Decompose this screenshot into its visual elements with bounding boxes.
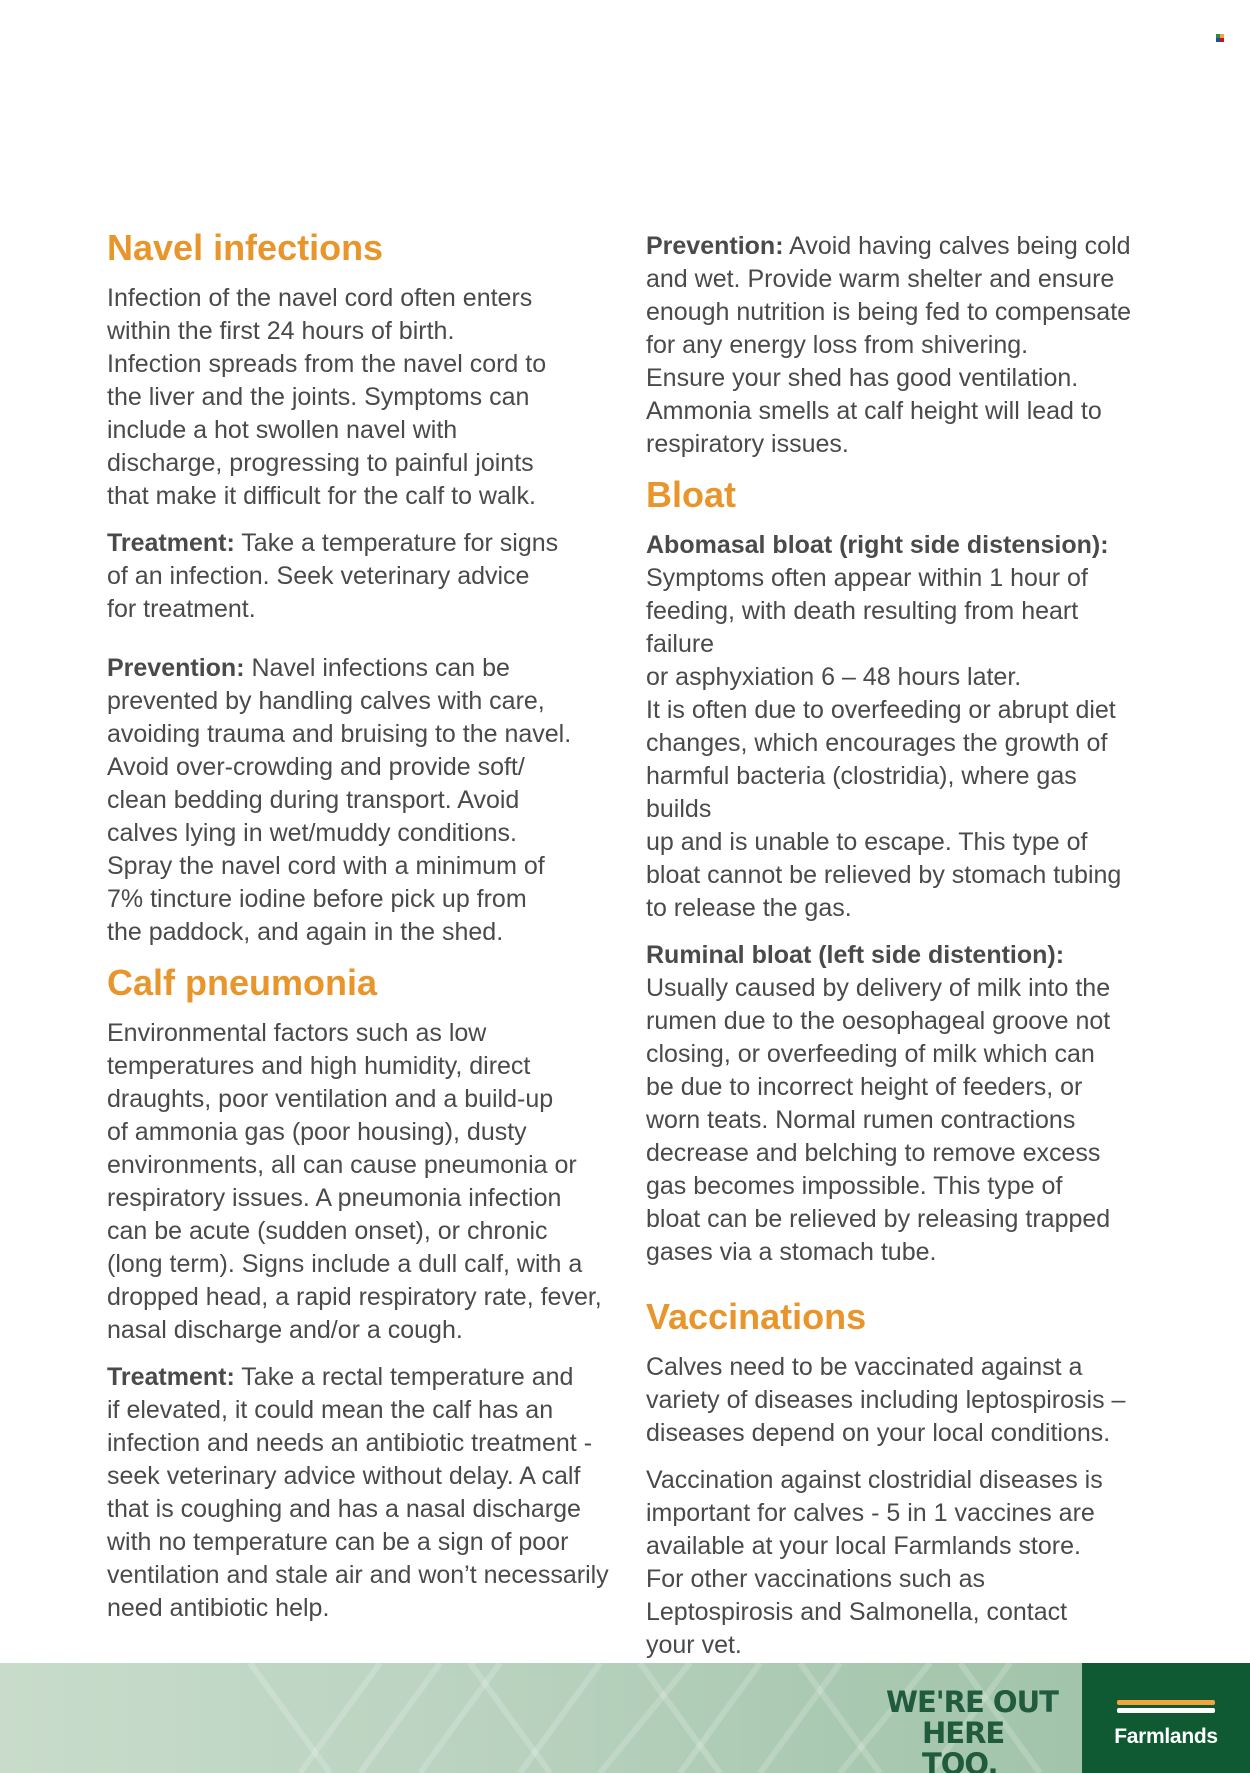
navel-prevention [107, 652, 612, 949]
vaccinations-para-1 [646, 1351, 1146, 1450]
text-line: that make it difficult for the calf to walk. [107, 482, 536, 510]
farmlands-logo [1082, 1663, 1250, 1773]
text-line: Environmental factors such as low [107, 1019, 487, 1047]
text-line [107, 652, 612, 685]
text-line: be due to incorrect height of feeders, or [646, 1073, 1083, 1101]
text-line: 7% tincture iodine before pick up from [107, 885, 527, 913]
text-line: changes, which encourages the growth of [646, 729, 1108, 757]
text-line: bloat can be relieved by releasing trapped [646, 1205, 1111, 1233]
text-line: draughts, poor ventilation and a build-up [107, 1085, 554, 1113]
bloat-heading: Bloat [646, 474, 736, 515]
text-line: important for calves - 5 in 1 vaccines are [646, 1499, 1095, 1527]
text-line: within the first 24 hours of birth. [107, 317, 455, 345]
prevention-label: Prevention: [646, 232, 784, 260]
text-line: include a hot swollen navel with [107, 416, 458, 444]
text-line: up and is unable to escape. This type of [646, 828, 1088, 856]
text-line: respiratory issues. [646, 430, 849, 458]
text-line: avoiding trauma and bruising to the navel. [107, 720, 572, 748]
treatment-label: Treatment: [107, 529, 235, 557]
text-line: enough nutrition is being fed to compensate [646, 298, 1132, 326]
abomasal-label: Abomasal bloat (right side distension): [646, 531, 1109, 559]
text-line: bloat cannot be relieved by stomach tubing [646, 861, 1122, 889]
text-line: for treatment. [107, 595, 256, 623]
text-line: Leptospirosis and Salmonella, contact [646, 1598, 1068, 1626]
text-line: diseases depend on your local conditions. [646, 1419, 1111, 1447]
text-line: environments, all can cause pneumonia or [107, 1151, 577, 1179]
text-line: Usually caused by delivery of milk into the [646, 974, 1111, 1002]
text-run: Take a rectal temperature and [234, 1363, 574, 1391]
text-run: Navel infections can be [244, 654, 510, 682]
ruminal-bloat [646, 939, 1146, 1269]
text-line: nasal discharge and/or a cough. [107, 1316, 463, 1344]
footer-banner [0, 1663, 1250, 1773]
text-line: Infection of the navel cord often enters [107, 284, 533, 312]
ruminal-label: Ruminal bloat (left side distention): [646, 941, 1065, 969]
text-line [646, 230, 1146, 263]
text-line: need antibiotic help. [107, 1594, 330, 1622]
text-line: of an infection. Seek veterinary advice [107, 562, 530, 590]
text-line: closing, or overfeeding of milk which can [646, 1040, 1095, 1068]
text-line: Ensure your shed has good ventilation. [646, 364, 1079, 392]
text-line: can be acute (sudden onset), or chronic [107, 1217, 548, 1245]
navel-intro [107, 282, 612, 513]
tagline-line-1: WE'RE OUT [886, 1685, 1058, 1719]
text-line: or asphyxiation 6 – 48 hours later. [646, 663, 1022, 691]
text-line: clean bedding during transport. Avoid [107, 786, 520, 814]
text-line: temperatures and high humidity, direct [107, 1052, 531, 1080]
text-line: Ammonia smells at calf height will lead to [646, 397, 1102, 425]
text-line: dropped head, a rapid respiratory rate, fever, [107, 1283, 602, 1311]
brand-name: Farmlands [1114, 1725, 1218, 1748]
text-line: harmful bacteria (clostridia), where gas builds [646, 762, 1077, 823]
text-line: Infection spreads from the navel cord to [107, 350, 547, 378]
vaccinations-heading: Vaccinations [646, 1296, 867, 1337]
text-line: variety of diseases including leptospirosis – [646, 1386, 1126, 1414]
navel-heading: Navel infections [107, 227, 384, 268]
text-line: (long term). Signs include a dull calf, with a [107, 1250, 583, 1278]
text-line: to release the gas. [646, 894, 852, 922]
text-line: of ammonia gas (poor housing), dusty [107, 1118, 527, 1146]
text-line: gas becomes impossible. This type of [646, 1172, 1063, 1200]
text-line: Spray the navel cord with a minimum of [107, 852, 545, 880]
text-line: Avoid over-crowding and provide soft/ [107, 753, 525, 781]
text-line: Vaccination against clostridial diseases is [646, 1466, 1103, 1494]
text-line: with no temperature can be a sign of poor [107, 1528, 569, 1556]
right-column [646, 230, 1146, 1662]
pneumonia-intro [107, 1017, 612, 1347]
text-line: seek veterinary advice without delay. A calf [107, 1462, 581, 1490]
text-line: the paddock, and again in the shed. [107, 918, 504, 946]
text-line: and wet. Provide warm shelter and ensure [646, 265, 1115, 293]
text-line: if elevated, it could mean the calf has an [107, 1396, 554, 1424]
text-run: Avoid having calves being cold [783, 232, 1131, 260]
text-line: decrease and belching to remove excess [646, 1139, 1101, 1167]
text-line: calves lying in wet/muddy conditions. [107, 819, 517, 847]
pneumonia-treatment [107, 1361, 612, 1625]
navel-treatment [107, 527, 612, 626]
vaccinations-para-2 [646, 1464, 1146, 1662]
corner-color-mark [1216, 34, 1224, 42]
text-line: your vet. [646, 1631, 742, 1659]
text-line: worn teats. Normal rumen contractions [646, 1106, 1076, 1134]
text-line: that is coughing and has a nasal discharge [107, 1495, 581, 1523]
text-line [107, 1361, 612, 1394]
text-line: rumen due to the oesophageal groove not [646, 1007, 1111, 1035]
left-column [107, 226, 612, 1625]
text-line: gases via a stomach tube. [646, 1238, 937, 1266]
prevention-label: Prevention: [107, 654, 245, 682]
text-line: Symptoms often appear within 1 hour of [646, 564, 1088, 592]
text-line: discharge, progressing to painful joints [107, 449, 534, 477]
text-line [107, 527, 612, 560]
text-line: Calves need to be vaccinated against a [646, 1353, 1083, 1381]
text-line: the liver and the joints. Symptoms can [107, 383, 530, 411]
text-line: It is often due to overfeeding or abrupt diet [646, 696, 1116, 724]
pneumonia-prevention [646, 230, 1146, 461]
logo-stripes [1117, 1700, 1215, 1716]
text-run: Take a temperature for signs [234, 529, 559, 557]
text-line: infection and needs an antibiotic treatment - [107, 1429, 593, 1457]
text-line: feeding, with death resulting from heart failure [646, 597, 1079, 658]
text-line: respiratory issues. A pneumonia infection [107, 1184, 562, 1212]
text-line: prevented by handling calves with care, [107, 687, 545, 715]
text-line: available at your local Farmlands store. [646, 1532, 1081, 1560]
text-line: for any energy loss from shivering. [646, 331, 1029, 359]
tagline-line-2: HERE TOO. [922, 1716, 1005, 1773]
footer-tagline [886, 1687, 1066, 1773]
treatment-label: Treatment: [107, 1363, 235, 1391]
text-line: ventilation and stale air and won’t necessarily [107, 1561, 609, 1589]
abomasal-bloat [646, 529, 1146, 925]
pneumonia-heading: Calf pneumonia [107, 962, 378, 1003]
text-line: For other vaccinations such as [646, 1565, 986, 1593]
